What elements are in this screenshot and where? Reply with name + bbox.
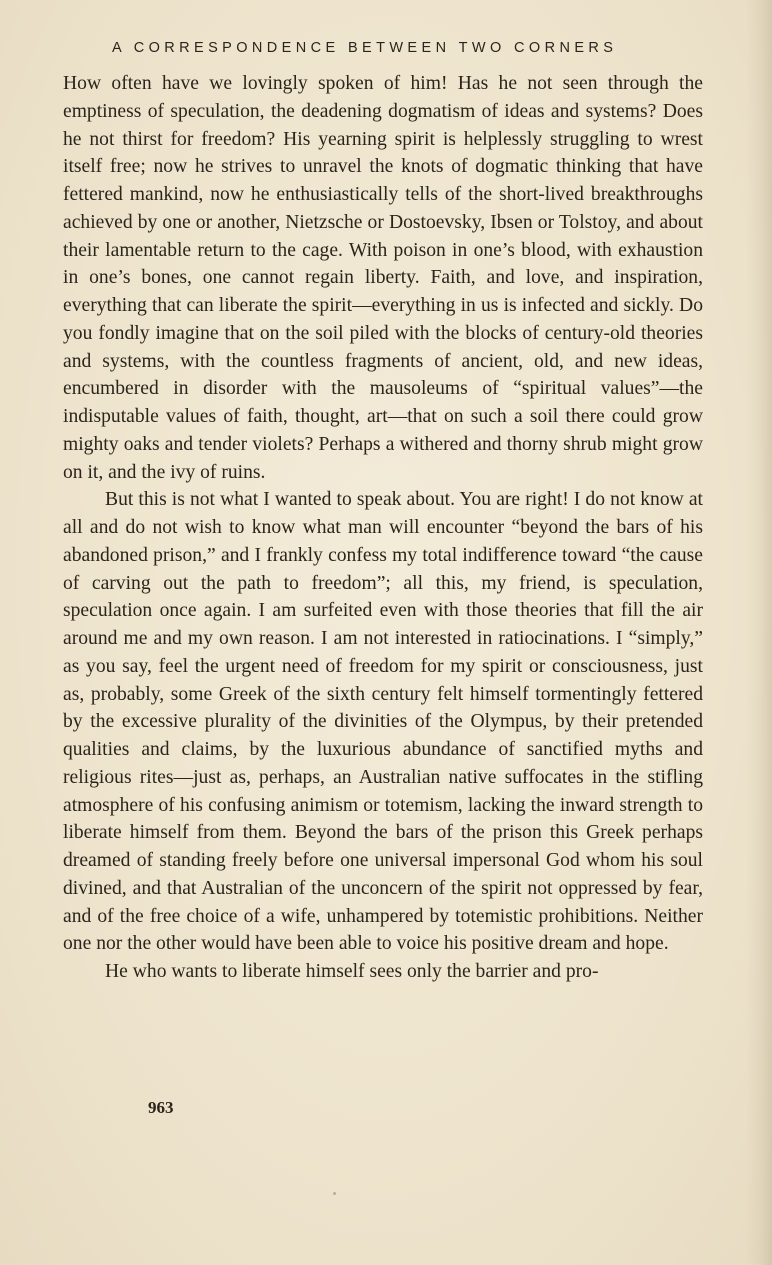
- paragraph-3: He who wants to liberate himself sees only the barrier and pro-: [105, 961, 599, 982]
- page-gutter-shadow: [746, 0, 772, 1265]
- paragraph-2: But this is not what I wanted to speak about. You are right! I do not know at all and do not wish to know what man will encounter “beyond the bars of his abandoned prison,” and I frankly confess my total indifference toward “the cause of carving out the path to freedom”; all this, my friend, is speculation, speculation once again. I am surfeited even with those theories that fill the air around me and my own reason. I am not interested in ratiocinations. I “simply,” as you say, feel the urgent need of freedom for my spirit or consciousness, just as, probably, some Greek of the sixth century felt himself tormentingly fettered by the excessive plurality of the divinities of the Olympus, by their pretended qualities and claims, by the luxurious abundance of sanctified myths and religious rites—just as, perhaps, an Australian native suffocates in the stifling atmosphere of his confusing animism or totemism, lacking the inward strength to liberate himself from them. Beyond the bars of the prison this Greek perhaps dreamed of standing freely before one universal impersonal God whom his soul divined, and that Australian of the unconcern of the spirit not oppressed by fear, and of the free choice of a wife, unhampered by totemistic prohibitions. Neither one nor the other would have been able to voice his positive dream and hope.: [63, 489, 703, 955]
- paper-speck: [333, 1192, 336, 1195]
- page-number: 963: [148, 1098, 174, 1117]
- running-head: A CORRESPONDENCE BETWEEN TWO CORNERS: [112, 40, 618, 56]
- body-text: [63, 70, 703, 986]
- paragraph-1: How often have we lovingly spoken of him! Has he not seen through the emptiness of speculation, the deadening dogmatism of ideas and systems? Does he not thirst for freedom? His yearning spirit is helplessly struggling to wrest itself free; now he strives to unravel the knots of dogmatic thinking that have fettered mankind, now he enthusiastically tells of the short-lived breakthroughs achieved by one or another, Nietzsche or Dostoevsky, Ibsen or Tolstoy, and about their lamentable return to the cage. With poison in one’s blood, with exhaustion in one’s bones, one cannot regain liberty. Faith, and love, and inspiration, everything that can liberate the spirit—everything in us is infected and sickly. Do you fondly imagine that on the soil piled with the blocks of century-old theories and systems, with the countless fragments of ancient, old, and new ideas, encumbered in disorder with the mausoleums of “spiritual values”—the indisputable values of faith, thought, art—that on such a soil there could grow mighty oaks and tender violets? Perhaps a withered and thorny shrub might grow on it, and the ivy of ruins.: [63, 73, 703, 483]
